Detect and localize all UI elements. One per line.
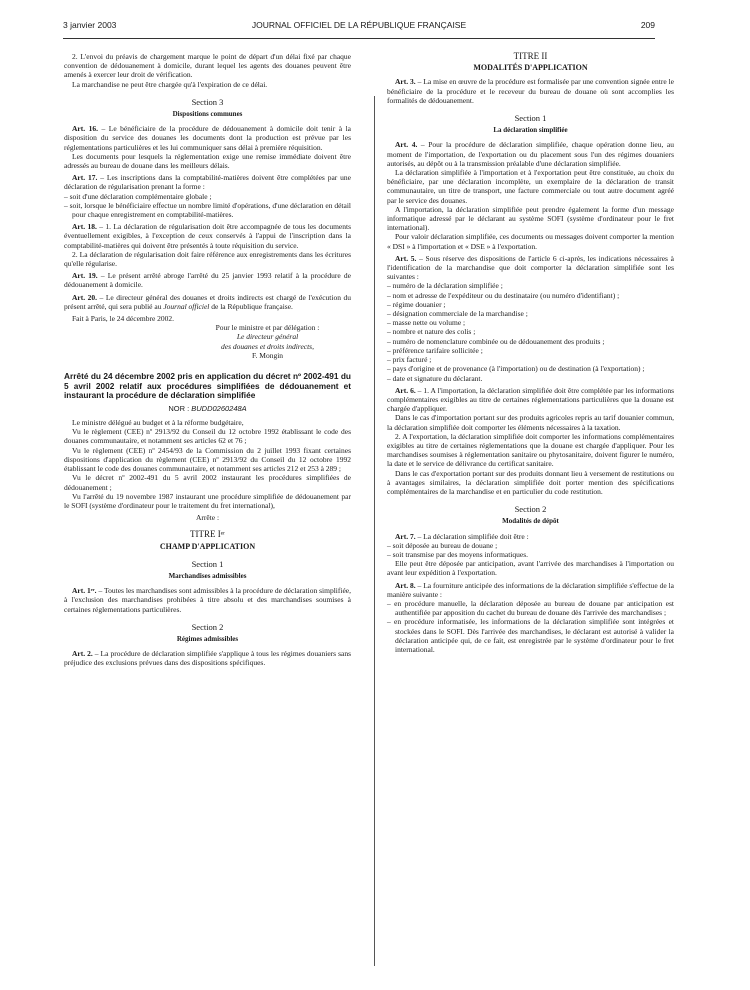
article-label: Art. 18. xyxy=(72,222,97,232)
paragraph: 2. A l'exportation, la déclaration simplifiée doit comporter les informations complémentaires exigibles au titre de certaines réglementations que la douane est chargée d'appliquer. Pour les marchandises soumises à réglementation sanitaire ou phytosanitaire, doivent figurer le numéro, la date et le service de délivrance du certificat sanitaire. xyxy=(387,431,674,469)
section-subheading: La déclaration simplifiée xyxy=(493,126,568,135)
article-label: Art. 7. xyxy=(395,531,416,541)
article-7-list xyxy=(387,541,674,559)
list-item: – soit d'une déclaration complémentaire globale ; xyxy=(64,192,351,201)
page-header xyxy=(63,18,655,39)
article-18 xyxy=(64,222,351,250)
title-subheading: CHAMP D'APPLICATION xyxy=(159,541,256,551)
article-label: Art. 16. xyxy=(72,124,98,134)
article-text: – Sous réserve des dispositions de l'article 6 ci-après, les indications nécessaires à l'identification de la marchandise que doit comporter la déclaration simplifiée sont les suivantes : xyxy=(387,253,674,282)
list-item: – désignation commerciale de la marchandise ; xyxy=(387,309,674,318)
article-17-list xyxy=(64,192,351,220)
paragraph: Elle peut être déposée par anticipation, avant l'arrivée des marchandises à l'importation ou avant leur expédition à l'exportation. xyxy=(387,559,674,578)
list-item: – nombre et nature des colis ; xyxy=(387,327,674,336)
article-text: de la République française. xyxy=(209,301,293,311)
journal-officiel-italic: Journal officiel xyxy=(163,301,210,311)
article-label: Art. 1ᵉʳ. xyxy=(72,586,97,596)
section-subheading: Régimes admissibles xyxy=(176,634,239,643)
list-item: – soit déposée au bureau de douane ; xyxy=(387,541,674,550)
article-text: – Le directeur général des douanes et droits indirects est chargé de l'exécution du présent arrêté, qui sera publié au xyxy=(64,292,352,311)
header-journal-title: JOURNAL OFFICIEL DE LA RÉPUBLIQUE FRANÇAISE xyxy=(251,20,467,30)
list-item: – soit transmise par des moyens informatiques. xyxy=(387,550,674,559)
article-label: Art. 19. xyxy=(72,271,98,281)
article-5-list xyxy=(387,281,674,382)
signature-line: Pour le ministre et par délégation : xyxy=(215,323,320,333)
paragraph: Vu l'arrêté du 19 novembre 1987 instaurant une procédure simplifiée de dédouanement par le SOFI (système d'ordinateur pour le traitement du fret international), xyxy=(64,491,351,510)
signatory-name: F. Mongin xyxy=(251,350,284,360)
article-text: – 1. La déclaration de régularisation doit être accompagnée de tous les documents éventuellement exigibles, à l'exception de ceux conservés à l'appui de l'inscription dans la comptabilité-matières qui doivent être présentés à toute réquisition du service. xyxy=(64,222,351,250)
article-1 xyxy=(64,586,351,614)
title-heading: TITRE Iᵉʳ xyxy=(189,529,225,540)
section-subheading: Dispositions communes xyxy=(172,110,243,119)
paragraph: Les documents pour lesquels la réglementation exige une remise immédiate doivent être adressés au bureau de douane dans les meilleurs délais. xyxy=(64,151,351,171)
article-5 xyxy=(387,254,674,282)
list-item: – pays d'origine et de provenance (à l'importation) ou de destination (à l'exportation) ; xyxy=(387,364,674,373)
list-item: – masse nette ou volume ; xyxy=(387,318,674,327)
section-heading: Section 2 xyxy=(514,504,547,515)
paragraph: La déclaration simplifiée à l'importation et à l'exportation peut être constituée, au choix du bénéficiaire, par une déclaration incomplète, un exemplaire de la déclaration de transit communautaire, un titre de transport, une facture commerciale ou tout autre document agréé par le service des douanes. xyxy=(387,168,674,205)
article-6 xyxy=(387,386,674,414)
left-column xyxy=(64,52,351,668)
article-3 xyxy=(387,77,674,105)
list-item: – prix facturé ; xyxy=(387,355,674,364)
nor-reference xyxy=(64,404,351,413)
list-item: – date et signature du déclarant. xyxy=(387,374,674,383)
article-text: – Toutes les marchandises sont admissibles à la procédure de déclaration simplifiée, à l'exclusion des marchandises prohibées à titre absolu et des marchandises soumises à certaines réglementations particulières. xyxy=(64,586,352,614)
section-subheading: Marchandises admissibles xyxy=(168,571,247,580)
paragraph: 2. L'envoi du préavis de chargement marque le point de départ d'un délai fixé par chaque convention de dédouanement à domicile, durant lequel les agents des douanes peuvent être amenés à exercer leur droit de vérification. xyxy=(64,52,351,80)
signature-block xyxy=(184,323,351,360)
section-subheading: Modalités de dépôt xyxy=(502,517,559,526)
article-label: Art. 6. xyxy=(395,385,416,395)
article-text: – Le présent arrêté abroge l'arrêté du 25 janvier 1993 relatif à la procédure de dédouanement à domicile. xyxy=(64,271,351,290)
article-19 xyxy=(64,271,351,289)
arrete-label: Arrête : xyxy=(195,513,220,523)
article-2 xyxy=(64,649,351,667)
list-item: – soit, lorsque le bénéficiaire effectue un nombre limité d'opérations, d'une déclaration en détail pour chaque enregistrement en comptabilité-matières. xyxy=(64,201,351,219)
article-4 xyxy=(387,140,674,168)
list-item: – en procédure informatisée, les informations de la déclaration simplifiée sont intégrées et stockées dans le SOFI. Dès l'arrivée des marchandises, le déclarant est autorisé à valider la déclaration anticipée qui, de ce fait, est enregistrée par le système d'ordinateur pour le fret international. xyxy=(387,617,674,654)
article-text: – La déclaration simplifiée doit être : xyxy=(415,531,529,541)
paragraph: Vu le règlement (CEE) nº 2454/93 de la Commission du 2 juillet 1993 fixant certaines dispositions d'application du règlement (CEE) nº 2913/92 du Conseil du 12 octobre 1992 établissant le code des douanes communautaire, et notamment ses articles 212 et 253 à 289 ; xyxy=(64,445,351,474)
article-text: – Les inscriptions dans la comptabilité-matières doivent être complétées par une déclaration de régularisation prenant la forme : xyxy=(64,173,351,192)
article-20 xyxy=(64,293,351,311)
list-item: – préférence tarifaire sollicitée ; xyxy=(387,346,674,355)
list-item: – nom et adresse de l'expéditeur ou du destinataire (ou numéro d'identifiant) ; xyxy=(387,291,674,300)
header-date: 3 janvier 2003 xyxy=(63,20,117,30)
nor-label: NOR : xyxy=(168,403,192,413)
paragraph: Dans le cas d'exportation portant sur des produits donnant lieu à versement de restitutions ou à avantages similaires, la déclaration simplifiée doit porter mention des spécifications complémentaires de la marchandise et en particulier du code restitution. xyxy=(387,468,674,496)
article-text: – 1. A l'importation, la déclaration simplifiée doit être complétée par les informations complémentaires exigibles au titre de certaines réglementations particulières que la douane est chargée d'appliquer. xyxy=(387,385,674,414)
column-divider xyxy=(374,96,375,966)
paragraph: A l'importation, la déclaration simplifiée peut prendre également la forme d'un message informatique adressé par le déclarant au système SOFI (système d'ordinateur pour le fret international). xyxy=(387,204,674,233)
article-label: Art. 4. xyxy=(395,140,418,150)
arrete-title: Arrêté du 24 décembre 2002 pris en application du décret nº 2002-491 du 5 avril 2002 relatif aux procédures simplifiées de dédouanement et instaurant la procédure de déclaration simplifiée xyxy=(64,371,351,401)
list-item: – en procédure manuelle, la déclaration déposée au bureau de douane par anticipation est authentifiée par apposition du cachet du bureau de douane dès l'arrivée des marchandises ; xyxy=(387,599,674,617)
nor-code: BUDD0260248A xyxy=(191,403,247,413)
paragraph: 2. La déclaration de régularisation doit faire référence aux enregistrements dans les écritures qu'elle régularise. xyxy=(64,249,351,269)
article-8-list xyxy=(387,599,674,654)
article-text: – La fourniture anticipée des informations de la déclaration simplifiée s'effectue de la manière suivante : xyxy=(387,580,674,599)
title-heading: TITRE II xyxy=(513,51,548,61)
right-column xyxy=(387,52,674,654)
article-text: – Pour la procédure de déclaration simplifiée, chaque opération donne lieu, au moment de l'importation, de l'exportation ou du placement sous l'un des régimes douaniers autorisés, au dépôt ou à la transmission préalable d'une déclaration simplifiée. xyxy=(387,140,674,168)
header-page-number: 209 xyxy=(640,20,655,30)
paragraph: Le ministre délégué au budget et à la réforme budgétaire, xyxy=(72,418,244,428)
section-heading: Section 2 xyxy=(191,621,224,632)
title-subheading: MODALITÉS D'APPLICATION xyxy=(473,63,588,73)
article-label: Art. 8. xyxy=(395,580,416,590)
article-17 xyxy=(64,173,351,191)
article-16 xyxy=(64,124,351,152)
article-text: – Le bénéficiaire de la procédure de dédouanement à domicile doit tenir à la disposition du service des douanes les documents dont la production est prévue par les réglementations particulières et les lui communiquer sans délai à première réquisition. xyxy=(64,124,352,152)
section-heading: Section 1 xyxy=(191,558,224,569)
article-text: – La mise en œuvre de la procédure est formalisée par une convention signée entre le bénéficiaire de la procédure et le receveur du bureau de douane où sont accomplies les formalités de dédouanement. xyxy=(387,77,674,105)
article-7 xyxy=(387,532,674,541)
list-item: – numéro de nomenclature combinée ou de dédouanement des produits ; xyxy=(387,337,674,346)
paragraph: Pour valoir déclaration simplifiée, ces documents ou messages doivent comporter la mention « DSI » à l'importation et « DSE » à l'exportation. xyxy=(387,232,674,251)
signature-line: Le directeur général xyxy=(236,332,299,342)
paragraph: Dans le cas d'importation portant sur des produits agricoles repris au tarif douanier commun, la déclaration simplifiée doit comporter les éléments nécessaires à la taxation. xyxy=(387,413,674,432)
list-item: – numéro de la déclaration simplifiée ; xyxy=(387,281,674,290)
signature-place-date: Fait à Paris, le 24 décembre 2002. xyxy=(72,314,175,324)
article-label: Art. 2. xyxy=(72,649,93,659)
article-label: Art. 17. xyxy=(72,173,98,183)
list-item: – régime douanier ; xyxy=(387,300,674,309)
paragraph: Vu le décret nº 2002-491 du 5 avril 2002 instaurant les procédures simplifiées de dédouanement ; xyxy=(64,473,351,492)
paragraph: Vu le règlement (CEE) nº 2913/92 du Conseil du 12 octobre 1992 établissant le code des douanes communautaire, et notamment ses articles 62 et 76 ; xyxy=(64,427,351,446)
signature-line: des douanes et droits indirects, xyxy=(221,341,314,351)
section-heading: Section 3 xyxy=(191,96,224,107)
paragraph: La marchandise ne peut être chargée qu'à l'expiration de ce délai. xyxy=(72,79,268,89)
article-label: Art. 20. xyxy=(72,292,98,302)
article-8 xyxy=(387,581,674,599)
article-label: Art. 3. xyxy=(395,77,416,87)
article-text: – La procédure de déclaration simplifiée s'applique à tous les régimes douaniers sans préjudice des exclusions prévues dans des dispositions spécifiques. xyxy=(64,649,351,668)
article-label: Art. 5. xyxy=(395,253,417,263)
section-heading: Section 1 xyxy=(514,113,547,124)
